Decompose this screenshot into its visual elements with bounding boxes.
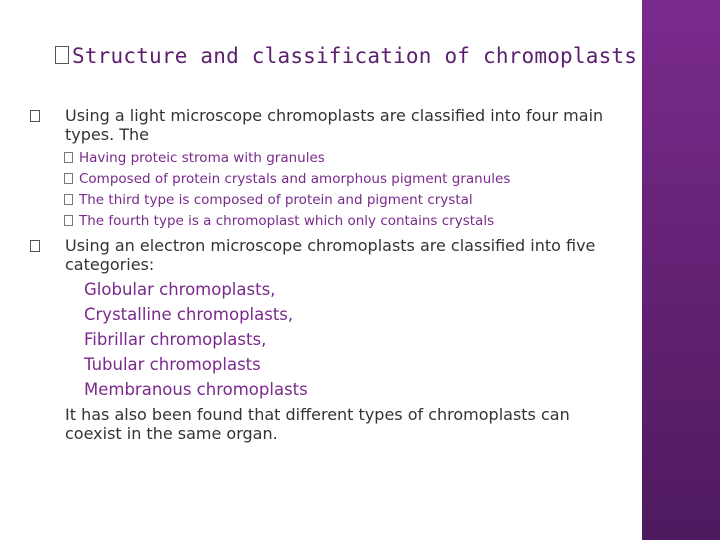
square-bullet-icon (64, 194, 73, 205)
category-item: Membranous chromoplasts (84, 380, 308, 399)
square-bullet-icon (64, 215, 73, 226)
square-bullet-icon (64, 152, 73, 163)
sub-item-text: The third type is composed of protein and pigment crystal (79, 192, 473, 208)
bullet-text: Using an electron microscope chromoplasts are classified into five categories: (65, 236, 596, 274)
category-item: Tubular chromoplasts (84, 355, 261, 374)
category-item: Fibrillar chromoplasts, (84, 330, 267, 349)
bullet-electron-microscope (30, 236, 630, 274)
sub-item-text: Having proteic stroma with granules (79, 150, 325, 166)
sub-item (64, 192, 634, 208)
sub-item (64, 150, 634, 166)
decorative-sidebar (642, 0, 720, 540)
sub-item-text: The fourth type is a chromoplast which only contains crystals (79, 213, 495, 229)
bullet-light-microscope (30, 106, 630, 144)
bullet-text: Using a light microscope chromoplasts are classified into four main types. The (65, 106, 604, 144)
square-bullet-icon (64, 173, 73, 184)
square-bullet-icon (55, 46, 69, 64)
slide-title-text: Structure and classification of chromoplasts (72, 44, 638, 68)
closing-paragraph: It has also been found that different types of chromoplasts can coexist in the same organ. (65, 405, 570, 443)
slide-title (55, 44, 637, 68)
category-item: Crystalline chromoplasts, (84, 305, 294, 324)
sub-item (64, 213, 634, 229)
square-bullet-icon (30, 240, 40, 252)
square-bullet-icon (30, 110, 40, 122)
category-item: Globular chromoplasts, (84, 280, 276, 299)
sub-item-text: Composed of protein crystals and amorphous pigment granules (79, 171, 511, 187)
sub-item (64, 171, 634, 187)
